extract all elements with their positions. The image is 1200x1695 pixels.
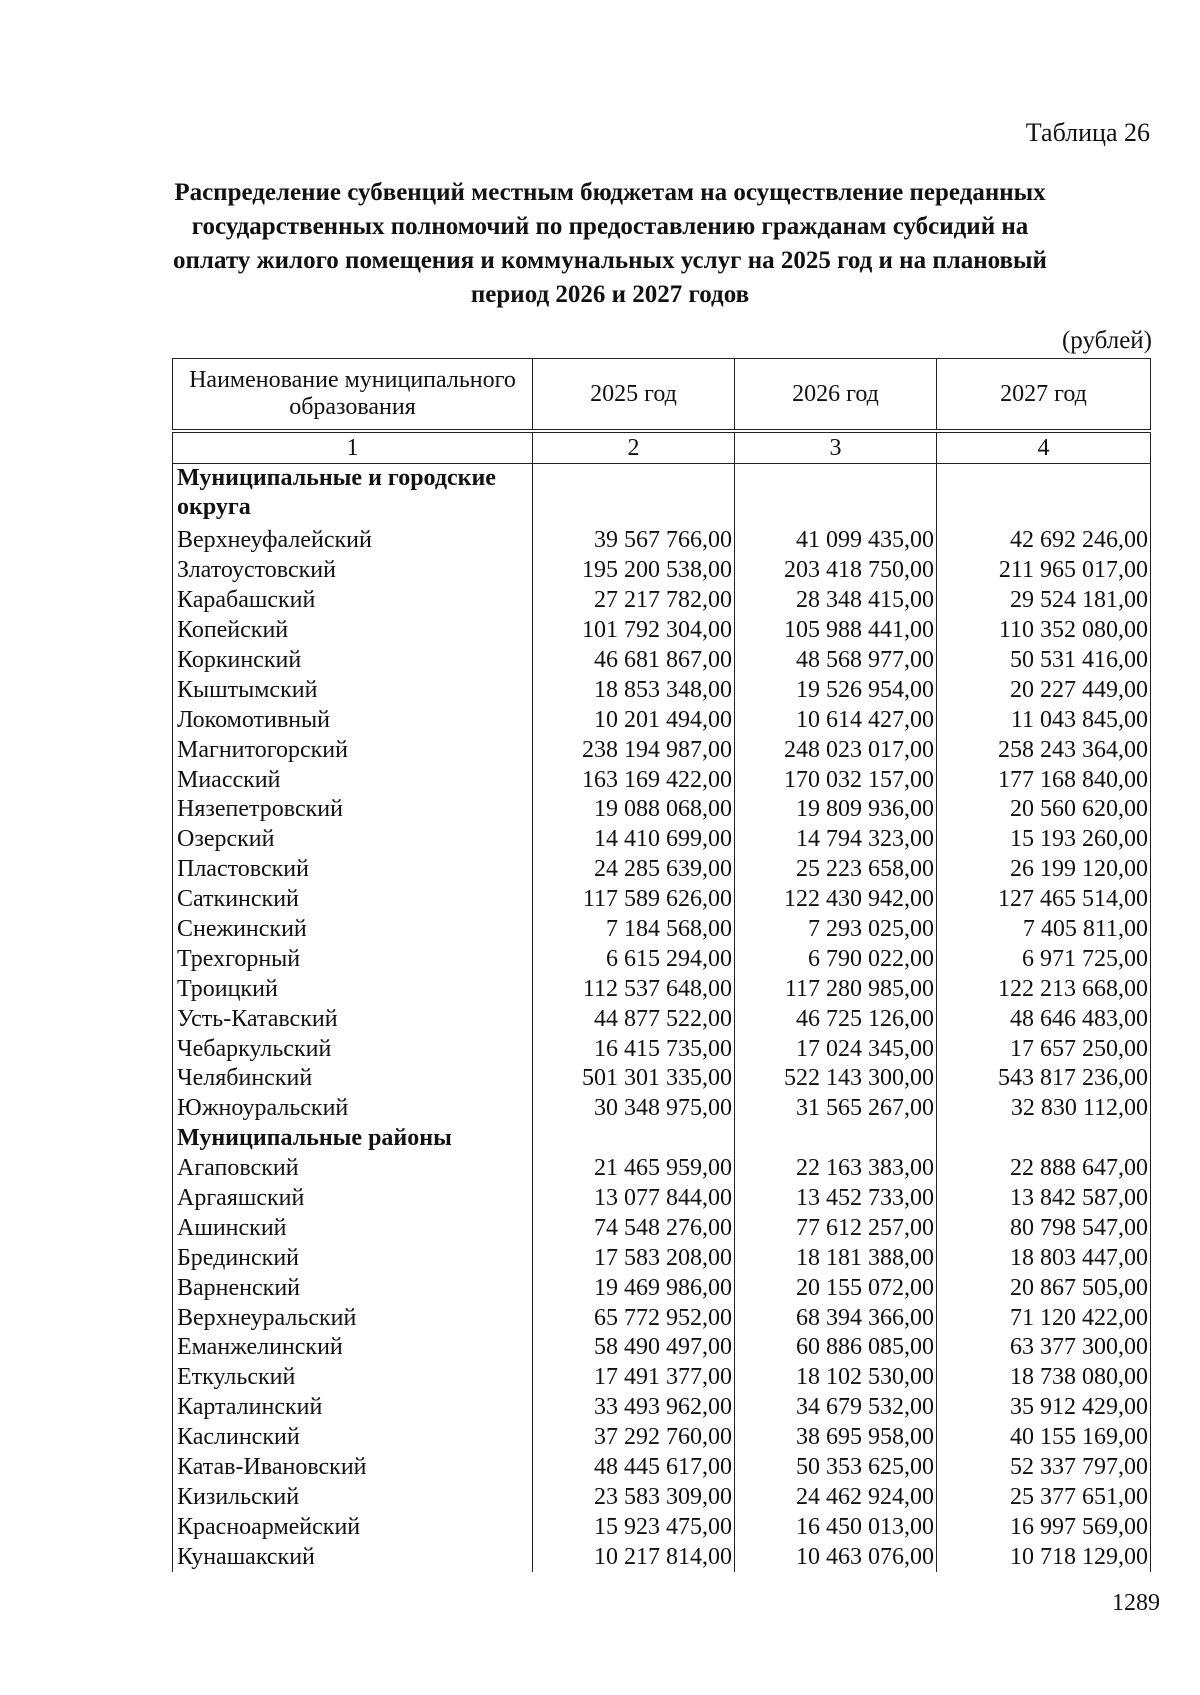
amount-cell: 10 217 814,00	[533, 1542, 735, 1572]
amount-cell: 44 877 522,00	[533, 1004, 735, 1034]
municipality-name: Златоустовский	[173, 556, 533, 586]
amount-cell: 122 213 668,00	[937, 974, 1151, 1004]
amount-cell: 20 867 505,00	[937, 1273, 1151, 1303]
amount-cell: 58 490 497,00	[533, 1333, 735, 1363]
table-row	[173, 1483, 1151, 1513]
table-row	[173, 526, 1151, 556]
table-row	[173, 1184, 1151, 1214]
amount-cell: 6 790 022,00	[735, 944, 937, 974]
municipality-name: Брединский	[173, 1243, 533, 1273]
amount-cell: 170 032 157,00	[735, 765, 937, 795]
header-2026: 2026 год	[735, 359, 937, 432]
amount-cell: 26 199 120,00	[937, 855, 1151, 885]
municipality-name: Коркинский	[173, 646, 533, 676]
amount-cell: 10 201 494,00	[533, 705, 735, 735]
amount-cell: 37 292 760,00	[533, 1423, 735, 1453]
amount-cell: 41 099 435,00	[735, 526, 937, 556]
municipality-name: Карталинский	[173, 1393, 533, 1423]
amount-cell: 19 526 954,00	[735, 675, 937, 705]
amount-cell: 52 337 797,00	[937, 1453, 1151, 1483]
amount-cell: 48 646 483,00	[937, 1004, 1151, 1034]
table-row	[173, 795, 1151, 825]
municipality-name: Еманжелинский	[173, 1333, 533, 1363]
amount-cell: 203 418 750,00	[735, 556, 937, 586]
section-title: Муниципальные районы	[173, 1124, 533, 1154]
municipality-name: Аргаяшский	[173, 1184, 533, 1214]
municipality-name: Кизильский	[173, 1483, 533, 1513]
amount-cell: 117 280 985,00	[735, 974, 937, 1004]
municipality-name: Верхнеуральский	[173, 1303, 533, 1333]
table-row	[173, 855, 1151, 885]
amount-cell: 18 181 388,00	[735, 1243, 937, 1273]
municipality-name: Трехгорный	[173, 944, 533, 974]
table-row	[173, 1393, 1151, 1423]
empty-cell	[937, 464, 1151, 527]
municipality-name: Агаповский	[173, 1154, 533, 1184]
municipality-name: Ашинский	[173, 1213, 533, 1243]
amount-cell: 50 353 625,00	[735, 1453, 937, 1483]
amount-cell: 10 718 129,00	[937, 1542, 1151, 1572]
amount-cell: 35 912 429,00	[937, 1393, 1151, 1423]
table-row	[173, 1542, 1151, 1572]
table-row	[173, 1423, 1151, 1453]
table-row	[173, 915, 1151, 945]
amount-cell: 7 405 811,00	[937, 915, 1151, 945]
amount-cell: 38 695 958,00	[735, 1423, 937, 1453]
amount-cell: 28 348 415,00	[735, 586, 937, 616]
amount-cell: 19 469 986,00	[533, 1273, 735, 1303]
amount-cell: 7 293 025,00	[735, 915, 937, 945]
amount-cell: 71 120 422,00	[937, 1303, 1151, 1333]
table-row	[173, 1273, 1151, 1303]
table-row	[173, 1094, 1151, 1124]
section-title: Муниципальные и городские округа	[173, 464, 533, 527]
table-number: Таблица 26	[1025, 118, 1150, 147]
municipality-name: Еткульский	[173, 1363, 533, 1393]
table-row	[173, 735, 1151, 765]
table-row	[173, 1333, 1151, 1363]
subvention-table	[172, 358, 1151, 1572]
amount-cell: 17 024 345,00	[735, 1034, 937, 1064]
amount-cell: 32 830 112,00	[937, 1094, 1151, 1124]
municipality-name: Троицкий	[173, 974, 533, 1004]
municipality-name: Карабашский	[173, 586, 533, 616]
amount-cell: 105 988 441,00	[735, 616, 937, 646]
amount-cell: 16 415 735,00	[533, 1034, 735, 1064]
amount-cell: 65 772 952,00	[533, 1303, 735, 1333]
amount-cell: 7 184 568,00	[533, 915, 735, 945]
amount-cell: 27 217 782,00	[533, 586, 735, 616]
amount-cell: 163 169 422,00	[533, 765, 735, 795]
amount-cell: 48 445 617,00	[533, 1453, 735, 1483]
amount-cell: 18 738 080,00	[937, 1363, 1151, 1393]
amount-cell: 25 377 651,00	[937, 1483, 1151, 1513]
municipality-name: Красноармейский	[173, 1512, 533, 1542]
amount-cell: 15 193 260,00	[937, 825, 1151, 855]
municipality-name: Пластовский	[173, 855, 533, 885]
municipality-name: Варненский	[173, 1273, 533, 1303]
column-number: 1	[173, 431, 533, 464]
table-row	[173, 974, 1151, 1004]
table-row	[173, 1363, 1151, 1393]
amount-cell: 60 886 085,00	[735, 1333, 937, 1363]
amount-cell: 14 794 323,00	[735, 825, 937, 855]
amount-cell: 30 348 975,00	[533, 1094, 735, 1124]
municipality-name: Южноуральский	[173, 1094, 533, 1124]
column-number: 2	[533, 431, 735, 464]
municipality-name: Нязепетровский	[173, 795, 533, 825]
table-row	[173, 1154, 1151, 1184]
municipality-name: Саткинский	[173, 885, 533, 915]
amount-cell: 22 163 383,00	[735, 1154, 937, 1184]
municipality-name: Озерский	[173, 825, 533, 855]
empty-cell	[937, 1124, 1151, 1154]
empty-cell	[533, 464, 735, 527]
amount-cell: 13 077 844,00	[533, 1184, 735, 1214]
table-row	[173, 705, 1151, 735]
amount-cell: 122 430 942,00	[735, 885, 937, 915]
amount-cell: 24 285 639,00	[533, 855, 735, 885]
amount-cell: 31 565 267,00	[735, 1094, 937, 1124]
amount-cell: 68 394 366,00	[735, 1303, 937, 1333]
amount-cell: 48 568 977,00	[735, 646, 937, 676]
amount-cell: 14 410 699,00	[533, 825, 735, 855]
municipality-name: Кыштымский	[173, 675, 533, 705]
amount-cell: 10 614 427,00	[735, 705, 937, 735]
amount-cell: 21 465 959,00	[533, 1154, 735, 1184]
amount-cell: 25 223 658,00	[735, 855, 937, 885]
amount-cell: 522 143 300,00	[735, 1064, 937, 1094]
empty-cell	[735, 464, 937, 527]
table-row	[173, 675, 1151, 705]
amount-cell: 18 803 447,00	[937, 1243, 1151, 1273]
amount-cell: 17 657 250,00	[937, 1034, 1151, 1064]
amount-cell: 19 088 068,00	[533, 795, 735, 825]
column-number: 3	[735, 431, 937, 464]
amount-cell: 13 452 733,00	[735, 1184, 937, 1214]
amount-cell: 16 450 013,00	[735, 1512, 937, 1542]
amount-cell: 17 583 208,00	[533, 1243, 735, 1273]
amount-cell: 39 567 766,00	[533, 526, 735, 556]
amount-cell: 20 155 072,00	[735, 1273, 937, 1303]
section-row-rayony	[173, 1124, 1151, 1154]
table-row	[173, 1303, 1151, 1333]
municipality-name: Локомотивный	[173, 705, 533, 735]
amount-cell: 18 102 530,00	[735, 1363, 937, 1393]
table-row	[173, 586, 1151, 616]
table-row	[173, 1034, 1151, 1064]
amount-cell: 19 809 936,00	[735, 795, 937, 825]
amount-cell: 40 155 169,00	[937, 1423, 1151, 1453]
amount-cell: 42 692 246,00	[937, 526, 1151, 556]
amount-cell: 110 352 080,00	[937, 616, 1151, 646]
amount-cell: 24 462 924,00	[735, 1483, 937, 1513]
amount-cell: 23 583 309,00	[533, 1483, 735, 1513]
section-row-okruga	[173, 464, 1151, 527]
amount-cell: 29 524 181,00	[937, 586, 1151, 616]
amount-cell: 6 615 294,00	[533, 944, 735, 974]
amount-cell: 17 491 377,00	[533, 1363, 735, 1393]
amount-cell: 63 377 300,00	[937, 1333, 1151, 1363]
column-number: 4	[937, 431, 1151, 464]
amount-cell: 33 493 962,00	[533, 1393, 735, 1423]
amount-cell: 13 842 587,00	[937, 1184, 1151, 1214]
amount-cell: 74 548 276,00	[533, 1213, 735, 1243]
municipality-name: Магнитогорский	[173, 735, 533, 765]
amount-cell: 34 679 532,00	[735, 1393, 937, 1423]
municipality-name: Челябинский	[173, 1064, 533, 1094]
amount-cell: 50 531 416,00	[937, 646, 1151, 676]
table-row	[173, 556, 1151, 586]
amount-cell: 248 023 017,00	[735, 735, 937, 765]
amount-cell: 80 798 547,00	[937, 1213, 1151, 1243]
header-2025: 2025 год	[533, 359, 735, 432]
table-row	[173, 1004, 1151, 1034]
header-municipality: Наименование муниципального образования	[173, 359, 533, 432]
amount-cell: 258 243 364,00	[937, 735, 1151, 765]
municipality-name: Каслинский	[173, 1423, 533, 1453]
municipality-name: Миасский	[173, 765, 533, 795]
table-row	[173, 1213, 1151, 1243]
amount-cell: 20 227 449,00	[937, 675, 1151, 705]
municipality-name: Чебаркульский	[173, 1034, 533, 1064]
amount-cell: 195 200 538,00	[533, 556, 735, 586]
table-row	[173, 885, 1151, 915]
units-label: (рублей)	[1061, 327, 1152, 354]
municipality-name: Верхнеуфалейский	[173, 526, 533, 556]
table-row	[173, 765, 1151, 795]
amount-cell: 46 725 126,00	[735, 1004, 937, 1034]
municipality-name: Снежинский	[173, 915, 533, 945]
amount-cell: 112 537 648,00	[533, 974, 735, 1004]
amount-cell: 18 853 348,00	[533, 675, 735, 705]
table-row	[173, 646, 1151, 676]
amount-cell: 20 560 620,00	[937, 795, 1151, 825]
amount-cell: 11 043 845,00	[937, 705, 1151, 735]
document-title: Распределение субвенций местным бюджетам на осуществление переданных государственных полномочий по предоставлению гражданам субсидий на оплату жилого помещения и коммунальных услуг на 2025 год и на плановый период 2026 и 2027 годов	[173, 179, 1047, 308]
municipality-name: Кунашакский	[173, 1542, 533, 1572]
municipality-name: Копейский	[173, 616, 533, 646]
empty-cell	[533, 1124, 735, 1154]
amount-cell: 77 612 257,00	[735, 1213, 937, 1243]
table-body	[173, 464, 1151, 1573]
municipality-name: Катав-Ивановский	[173, 1453, 533, 1483]
amount-cell: 501 301 335,00	[533, 1064, 735, 1094]
amount-cell: 543 817 236,00	[937, 1064, 1151, 1094]
amount-cell: 22 888 647,00	[937, 1154, 1151, 1184]
column-numbers-row	[173, 431, 1151, 464]
table-row	[173, 1453, 1151, 1483]
amount-cell: 101 792 304,00	[533, 616, 735, 646]
municipality-name: Усть-Катавский	[173, 1004, 533, 1034]
amount-cell: 238 194 987,00	[533, 735, 735, 765]
table-row	[173, 1064, 1151, 1094]
amount-cell: 6 971 725,00	[937, 944, 1151, 974]
table-row	[173, 1512, 1151, 1542]
amount-cell: 177 168 840,00	[937, 765, 1151, 795]
page-number: 1289	[1112, 1590, 1160, 1616]
table-row	[173, 616, 1151, 646]
amount-cell: 117 589 626,00	[533, 885, 735, 915]
amount-cell: 10 463 076,00	[735, 1542, 937, 1572]
table-row	[173, 944, 1151, 974]
amount-cell: 127 465 514,00	[937, 885, 1151, 915]
header-row	[173, 359, 1151, 432]
table-row	[173, 1243, 1151, 1273]
amount-cell: 211 965 017,00	[937, 556, 1151, 586]
amount-cell: 46 681 867,00	[533, 646, 735, 676]
empty-cell	[735, 1124, 937, 1154]
table-row	[173, 825, 1151, 855]
header-2027: 2027 год	[937, 359, 1151, 432]
amount-cell: 16 997 569,00	[937, 1512, 1151, 1542]
amount-cell: 15 923 475,00	[533, 1512, 735, 1542]
